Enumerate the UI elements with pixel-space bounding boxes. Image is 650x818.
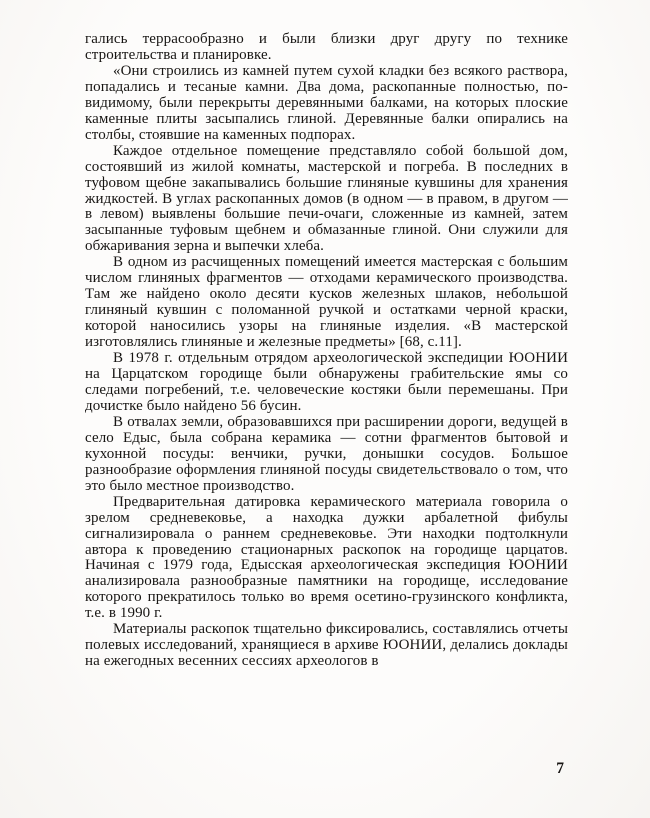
paragraph-continuation: гались террасообразно и были близки друг другу по технике строительства и планировке. (85, 31, 568, 63)
page-text-block (85, 32, 568, 670)
paragraph: Материалы раскопок тщательно фиксировались, составлялись отчеты полевых исследований, хранящиеся в архиве ЮОНИИ, делались доклады на ежегодных весенних сессиях археологов в (85, 621, 568, 670)
paragraph: В отвалах земли, образовавшихся при расширении дороги, ведущей в село Едыс, была собрана керамика — сотни фрагментов бытовой и кухонной посуды: венчики, ручки, донышки сосудов. Большое разнообразие оформления глиняной посуды свидетельствовало о том, что это было местное производство. (85, 413, 568, 494)
paragraph: Каждое отдельное помещение представляло собой большой дом, состоявший из жилой комнаты, мастерской и погреба. В последних в туфовом щебне закапывались большие глиняные кувшины для хранения жидкостей. В углах раскопанных домов (в одном — в правом, в другом — в левом) выявлены большие печи-очаги, сложенные из камней, затем засыпанные туфовым щебнем и обмазанные глиной. Они служили для обжаривания зерна и выпечки хлеба. (85, 142, 568, 255)
paragraph: «Они строились из камней путем сухой кладки без всякого раствора, попадались и тесаные камни. Два дома, раскопанные полностью, по-видимому, были перекрыты деревянными балками, на которых плоские каменные плиты засыпались глиной. Деревянные балки опирались на столбы, стоявшие на каменных подпорах. (85, 62, 568, 143)
page-number: 7 (556, 760, 564, 777)
paragraph: В одном из расчищенных помещений имеется мастерская с большим числом глиняных фрагментов — отходами керамического производства. Там же найдено около десяти кусков железных шлаков, небольшой глиняный кувшин с поломанной ручкой и остатками черной краски, которой наносились узоры на глиняные изделия. «В мастерской изготовлялись глиняные и железные предметы» [68, с.11]. (85, 254, 568, 351)
paragraph: Предварительная датировка керамического материала говорила о зрелом средневековье, а находка дужки арбалетной фибулы сигнализировала о раннем средневековье. Эти находки подтолкнули автора к проведению стационарных раскопок на городище царцатов. Начиная с 1979 года, Едысская археологическая экспедиция ЮОНИИ анализировала разнообразные памятники на городище, исследование которого прекратилось только во время осетино-грузинского конфликта, т.е. в 1990 г. (85, 493, 568, 622)
paragraph: В 1978 г. отдельным отрядом археологической экспедиции ЮОНИИ на Царцатском городище были обнаружены грабительские ямы со следами погребений, т.е. человеческие костяки были перемешаны. При дочистке было найдено 56 бусин. (85, 350, 568, 414)
